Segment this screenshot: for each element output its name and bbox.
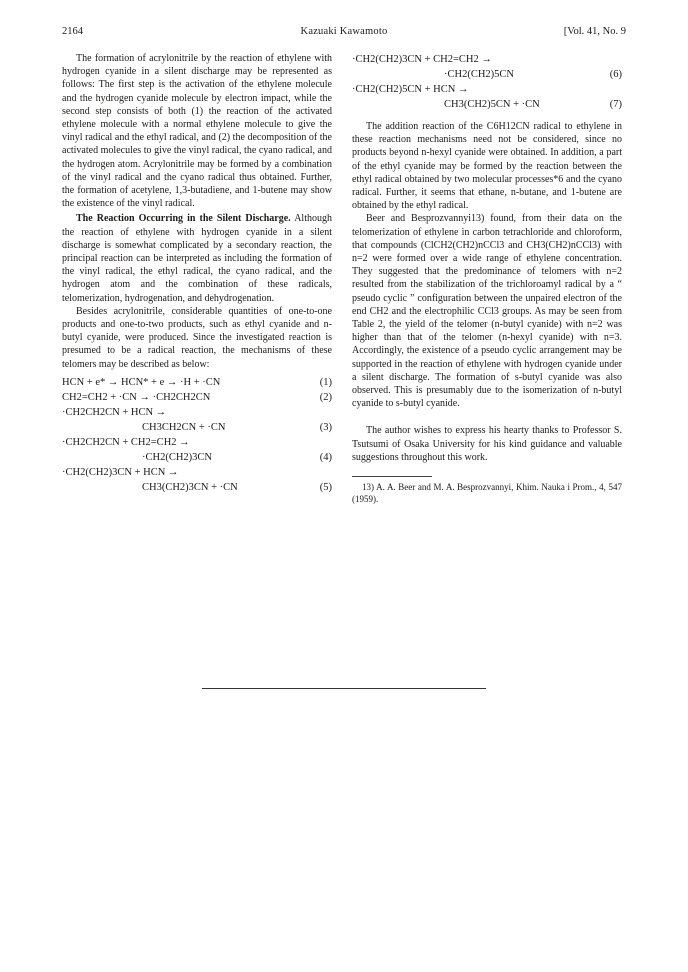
acknowledgement: The author wishes to express his hearty thanks to Professor S. Tsutsumi of Osaka University for his kind guidance and valuable suggestions throughout this work. — [352, 425, 622, 463]
journal-volume: [Vol. 41, No. 9 — [563, 26, 626, 37]
end-rule — [202, 688, 486, 689]
paragraph-beer: Beer and Besprozvannyi13) found, from their data on the telomerization of ethylene in carbon tetrachloride and chloroform, that compounds (ClCH2(CH2)nCCl3 and CH3(CH2)nCCl3) with n=2 were formed over a wide range of ethylene concentration. They suggested that the predominance of telomers with n=2 resulted from the stabilization of the trichloroamyl radical by a “ pseudo cyclic ” configuration between the unpaired electron of the end CH2 and the electrophilic CCl3 groups. As may be seen from Table 2, the yield of the telomer (n-butyl cyanide) with n=2 was higher than that of the telomer (n-hexyl cyanide) with n=3. Accordingly, the existence of a pseudo cyclic arrangement may be supported in the reaction of ethylene with hydrogen cyanide under a silent discharge. The formation of s-butyl cyanide was also observed. This is presumably due to the isomerization of n-butyl cyanide to s-butyl cyanide. — [352, 213, 622, 410]
equation-4-number: (4) — [319, 451, 332, 463]
equation-4-lhs: ·CH2CH2CN + CH2=CH2 → — [62, 436, 190, 448]
equation-5 — [62, 465, 332, 495]
section-heading: The Reaction Occurring in the Silent Discharge. — [76, 213, 291, 225]
equation-1 — [62, 375, 332, 390]
section-text: Although the reaction of ethylene with hydrogen cyanide in a silent discharge is somewhat complicated by a secondary reaction, the principal reaction can be interpreted as including the formation of the vinyl radical, the ethyl radical, the cyano radical, and the hydrogen atom and the combination of these radicals, telomerization, hydrogenation, and dehydrogenation. — [62, 213, 332, 304]
equation-6-lhs: ·CH2(CH2)3CN + CH2=CH2 → — [352, 54, 492, 65]
left-column — [62, 52, 332, 495]
equation-5-rhs: CH3(CH2)3CN + ·CN — [142, 481, 238, 493]
equation-5-number: (5) — [319, 481, 332, 493]
equation-7-lhs: ·CH2(CH2)5CN + HCN → — [352, 84, 469, 95]
equation-6-rhs: ·CH2(CH2)5CN — [444, 69, 514, 80]
equation-4 — [62, 435, 332, 465]
section-silent-discharge — [62, 212, 332, 304]
equation-3-number: (3) — [319, 421, 332, 433]
page-number: 2164 — [62, 26, 83, 37]
equation-7-rhs: CH3(CH2)5CN + ·CN — [444, 99, 540, 110]
equation-2 — [62, 390, 332, 405]
equation-5-lhs: ·CH2(CH2)3CN + HCN → — [62, 466, 179, 478]
equation-7 — [352, 82, 622, 112]
right-column — [352, 52, 622, 505]
reference-13: 13) A. A. Beer and M. A. Besprozvannyi, Khim. Nauka i Prom., 4, 547 (1959). — [352, 482, 622, 505]
equation-2-number: (2) — [319, 391, 332, 403]
equation-3 — [62, 405, 332, 435]
running-header — [62, 26, 626, 42]
equation-2-text: CH2=CH2 + ·CN → ·CH2CH2CN — [62, 391, 211, 403]
equation-6 — [352, 52, 622, 82]
equation-3-rhs: CH3CH2CN + ·CN — [142, 421, 226, 433]
footnote-rule — [352, 476, 432, 477]
equation-1-text: HCN + e* → HCN* + e → ·H + ·CN — [62, 376, 221, 388]
equation-1-number: (1) — [319, 376, 332, 388]
paragraph-telomers: Besides acrylonitrile, considerable quantities of one-to-one products and one-to-two products, such as ethyl cyanide and n-butyl cyanide, were produced. Since the investigated reaction is presumed to be a radical reaction, the mechanisms of these telomers may be described as below: — [62, 305, 332, 370]
equation-6-number: (6) — [609, 69, 622, 80]
paragraph-addition: The addition reaction of the C6H12CN radical to ethylene in these reaction mechanisms need not be considered, since no products beyond n-hexyl cyanide were obtained. In addition, a part of the ethyl cyanide may be formed by the reaction between the ethyl radical obtained by two molecular processes*6 and the cyano radical. Further, it seems that ethane, n-butane, and 1-butene are obtained by the ethyl radical. — [352, 121, 622, 212]
running-author: Kazuaki Kawamoto — [300, 26, 388, 37]
paragraph-mechanism: The formation of acrylonitrile by the reaction of ethylene with hydrogen cyanide in a silent discharge may be represented as follows: The first step is the activation of the ethylene molecule and the hydrogen cyanide molecule by electron impact, while the second step consists of both (1) the reaction of the activated ethylene molecule with a normal ethylene molecule to give the vinyl radical and the ethyl radical, and (2) the decomposition of the activated molecules to give the vinyl radical, the cyano radical, and the hydrogen atom. Acrylonitrile may be formed by a combination of the vinyl radical and the cyano radical thus obtained. Further, the formation of acetylene, 1,3-butadiene, and 1-butene may show the existence of the vinyl radical. — [62, 53, 332, 210]
equation-3-lhs: ·CH2CH2CN + HCN → — [62, 406, 167, 418]
equation-4-rhs: ·CH2(CH2)3CN — [142, 451, 212, 463]
equation-7-number: (7) — [609, 99, 622, 110]
